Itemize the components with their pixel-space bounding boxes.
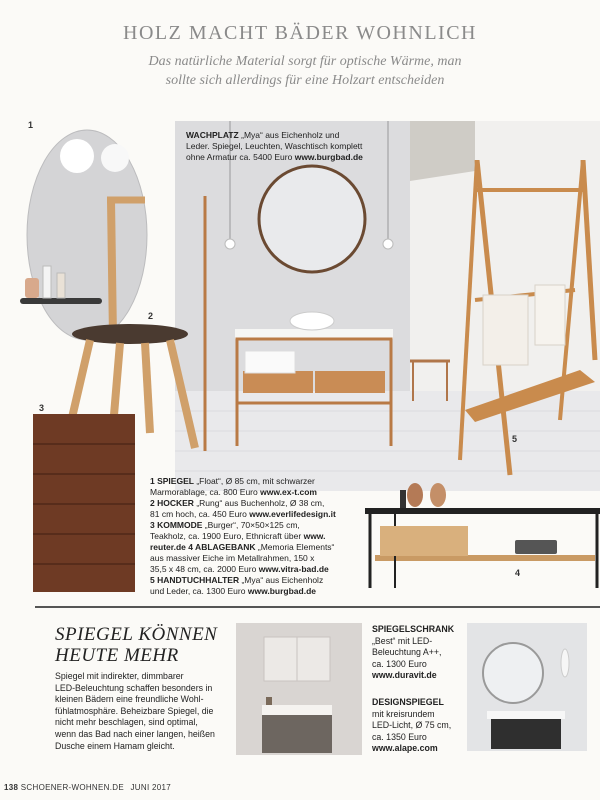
storage-bench: [365, 460, 600, 590]
caption-line: ca. 1300 Euro: [372, 658, 427, 669]
spiegelschrank-title: SPIEGELSCHRANK: [372, 624, 455, 634]
figure-number-3: 3: [39, 403, 45, 413]
page-subtitle: [80, 52, 530, 90]
figure-number-4: 4: [515, 568, 521, 578]
product-line: und Leder, ca. 1300 Euro www.burgbad.de: [150, 586, 317, 596]
product-line: 1 SPIEGEL „Float“, Ø 85 cm, mit schwarzer: [150, 476, 315, 486]
waschplatz-line1: „Mya“ aus Eichenholz und: [241, 130, 340, 140]
infobox-body: [55, 671, 235, 752]
body-line: Dusche einem Hamam gleicht.: [55, 740, 175, 751]
section-divider: [35, 606, 600, 608]
product-list: [150, 476, 365, 597]
towel-ladder: [455, 160, 600, 480]
page-number: 138: [4, 783, 19, 792]
waschplatz-line2: Leder. Spiegel, Leuchten, Waschtisch komplett: [186, 141, 363, 151]
designspiegel-link[interactable]: www.alape.com: [372, 743, 438, 754]
product-line: 81 cm hoch, ca. 450 Euro www.everlifedesign.it: [150, 509, 336, 519]
caption-line: mit kreisrundem: [372, 708, 435, 719]
infobox-title-line1: SPIEGEL KÖNNEN: [55, 624, 218, 645]
figure-number-1: 1: [28, 120, 34, 130]
caption-line: LED-Licht, Ø 75 cm,: [372, 720, 452, 731]
mirror-cabinet-photo: [236, 623, 362, 755]
waschplatz-caption: [186, 130, 406, 163]
dresser: [33, 414, 135, 592]
subtitle-line-2: sollte sich allerdings für eine Holzart entscheiden: [165, 73, 445, 88]
page-title: HOLZ MACHT BÄDER WOHNLICH: [123, 22, 477, 44]
product-line: 5 HANDTUCHHALTER „Mya“ aus Eichenholz: [150, 575, 324, 585]
product-line: 3 KOMMODE „Burger“, 70×50×125 cm,: [150, 520, 300, 530]
body-line: nicht mehr beschlagen, sind optimal,: [55, 717, 198, 728]
waschplatz-label: WACHPLATZ: [186, 130, 239, 140]
product-line: aus massiver Eiche im Metallrahmen, 150 x: [150, 553, 315, 563]
designspiegel-title: DESIGNSPIEGEL: [372, 697, 444, 707]
footer-site[interactable]: SCHOENER-WOHNEN.DE: [20, 783, 124, 792]
product-line: Marmorablage, ca. 800 Euro www.ex-t.com: [150, 487, 317, 497]
caption-line: „Best“ mit LED-: [372, 635, 433, 646]
body-line: wenn das Bad nach einer langen, heißen: [55, 728, 215, 739]
product-line: 2 HOCKER „Rung“ aus Buchenholz, Ø 38 cm,: [150, 498, 325, 508]
caption-line: ca. 1350 Euro: [372, 731, 427, 742]
product-line: Teakholz, ca. 1900 Euro, Ethnicraft über www.: [150, 531, 326, 541]
designspiegel-caption: [372, 697, 467, 755]
page-footer: [4, 783, 171, 792]
body-line: fühlatmosphäre. Beheizbare Spiegel, die: [55, 705, 214, 716]
product-line: 35,5 x 48 cm, ca. 2000 Euro www.vitra-bad.de: [150, 564, 329, 574]
product-line: reuter.de 4 ABLAGEBANK „Memoria Elements“: [150, 542, 335, 552]
waschplatz-line3: ohne Armatur ca. 5400 Euro: [186, 152, 293, 162]
caption-line: Beleuchtung A++,: [372, 647, 442, 658]
spiegelschrank-caption: [372, 624, 462, 682]
round-mirror-photo: [467, 623, 587, 751]
infobox-title: [55, 624, 240, 666]
infobox-title-line2: HEUTE MEHR: [55, 645, 179, 666]
footer-issue: JUNI 2017: [130, 783, 171, 792]
figure-number-2: 2: [148, 311, 154, 321]
body-line: Spiegel mit indirekter, dimmbarer: [55, 671, 184, 681]
subtitle-line-1: Das natürliche Material sorgt für optische Wärme, man: [148, 54, 462, 69]
spiegelschrank-link[interactable]: www.duravit.de: [372, 670, 437, 681]
body-line: LED-Beleuchtung schaffen besonders in: [55, 682, 213, 693]
body-line: kleinen Bädern eine freundliche Wohl-: [55, 694, 204, 705]
waschplatz-link[interactable]: www.burgbad.de: [294, 152, 363, 162]
figure-number-5: 5: [512, 434, 518, 444]
